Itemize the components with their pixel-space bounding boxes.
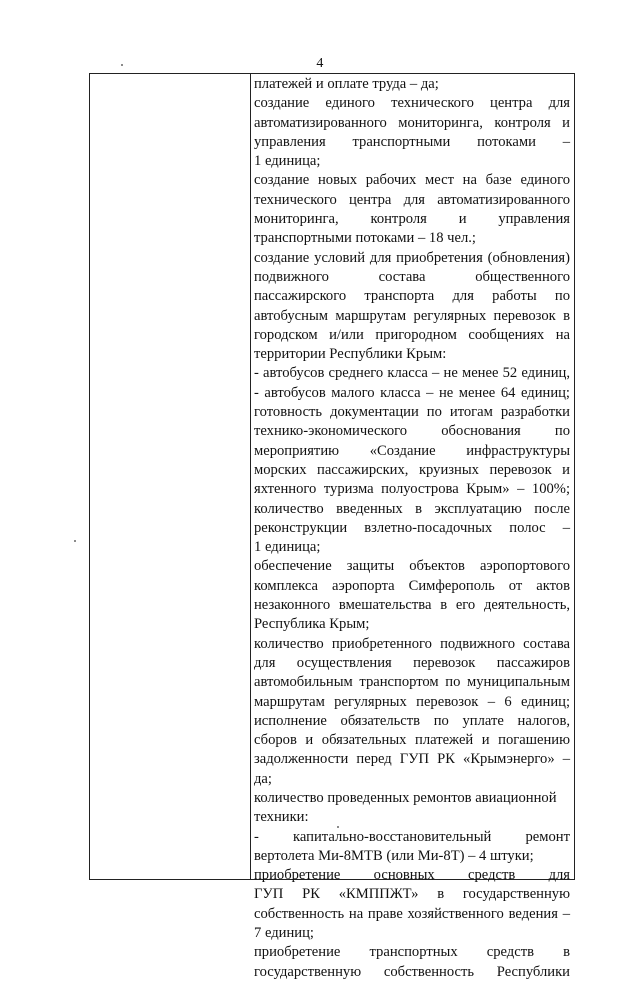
text-line: - автобусов малого класса – не менее 64 единиц;: [254, 384, 570, 401]
text-line: автоматизированного мониторинга, контроля и: [254, 114, 570, 131]
text-line: государственную собственность Республики: [254, 963, 570, 980]
text-line: незаконного вмешательства в его деятельность,: [254, 597, 570, 614]
text-line: транспортными потоками – 18 чел.;: [254, 230, 476, 247]
text-line: для осуществления перевозок пассажиров: [254, 654, 570, 671]
text-line: технического центра для автоматизированного: [254, 191, 570, 208]
text-line: 7 единиц;: [254, 925, 314, 942]
text-line: подвижного состава общественного: [254, 268, 570, 285]
text-line: обеспечение защиты объектов аэропортового: [254, 558, 570, 575]
text-line: территории Республики Крым:: [254, 346, 447, 363]
text-line: управления транспортными потоками –: [254, 133, 570, 150]
text-line: платежей и оплате труда – да;: [254, 76, 439, 92]
text-line: собственность на праве хозяйственного ведения –: [254, 905, 570, 922]
text-line: технико-экономического обоснования по: [254, 423, 570, 440]
text-line: техники:: [254, 809, 309, 826]
text-line: количество проведенных ремонтов авиационной: [254, 789, 557, 806]
text-line: количество введенных в эксплуатацию после: [254, 500, 570, 517]
text-line: комплекса аэропорта Симферополь от актов: [254, 577, 570, 594]
text-line: пассажирского транспорта для работы по: [254, 288, 570, 305]
text-line: создание единого технического центра для: [254, 95, 570, 112]
text-line: маршрутам регулярных перевозок – 6 единиц;: [254, 693, 570, 710]
text-line: готовность документации по итогам разработки: [254, 404, 570, 421]
text-line: 1 единица;: [254, 539, 321, 556]
text-line: вертолета Ми-8МТВ (или Ми-8Т) – 4 штуки;: [254, 847, 534, 864]
text-line: - капитально-восстановительный ремонт: [254, 828, 570, 845]
text-line: создание новых рабочих мест на базе единого: [254, 172, 570, 189]
text-line: да;: [254, 770, 272, 787]
text-line: городском и/или пригородном сообщениях на: [254, 326, 570, 343]
text-line: мероприятию «Создание инфраструктуры: [254, 442, 570, 459]
document-table: [89, 73, 575, 980]
text-line: автомобильным транспортом по муниципальным: [254, 674, 570, 691]
text-line: ГУП РК «КМППЖТ» в государственную: [254, 886, 570, 903]
text-line: морских пассажирских, круизных перевозок и: [254, 461, 570, 478]
text-line: реконструкции взлетно-посадочных полос –: [254, 519, 570, 536]
text-line: 1 единица;: [254, 153, 321, 170]
text-line: - автобусов среднего класса – не менее 52 единиц,: [254, 365, 570, 382]
text-line: автобусным маршрутам регулярных перевозок в: [254, 307, 570, 324]
page-number: 4: [316, 56, 324, 71]
text-line: яхтенного туризма полуострова Крым» – 100%;: [254, 481, 570, 498]
text-line: приобретение транспортных средств в: [254, 944, 570, 961]
text-line: Республика Крым;: [254, 616, 370, 633]
text-line: сборов и обязательных платежей и погашению: [254, 732, 570, 749]
scan-speck: [121, 64, 123, 66]
right-column-cell: [254, 75, 570, 980]
scan-speck: [337, 826, 339, 828]
column-divider: [250, 74, 251, 879]
text-line: задолженности перед ГУП РК «Крымэнерго» –: [254, 751, 570, 768]
text-line: создание условий для приобретения (обновления): [254, 249, 570, 266]
text-line: приобретение основных средств для: [254, 867, 570, 884]
text-line: исполнение обязательств по уплате налогов,: [254, 712, 570, 729]
text-line: мониторинга, контроля и управления: [254, 211, 570, 228]
scan-speck: [74, 540, 76, 542]
text-line: количество приобретенного подвижного состава: [254, 635, 570, 652]
